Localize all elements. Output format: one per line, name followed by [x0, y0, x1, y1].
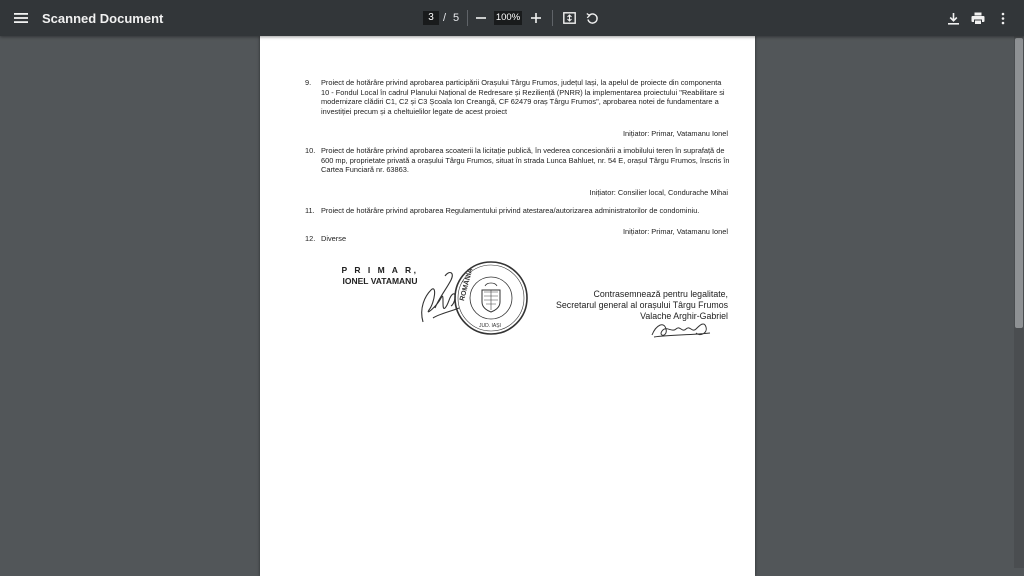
toolbar-divider	[552, 10, 553, 26]
rotate-icon	[586, 12, 599, 25]
printer-icon	[971, 12, 985, 25]
item-text: Diverse	[321, 234, 347, 243]
stamp-bottom-text: JUD. IAȘI	[479, 323, 501, 329]
document-page	[260, 36, 755, 576]
countersign-line: Contrasemnează pentru legalitate,	[593, 289, 728, 299]
minus-icon	[476, 13, 486, 23]
item-number: 10.	[305, 146, 316, 155]
menu-icon[interactable]	[11, 8, 31, 28]
item-initiator: Inițiator: Primar, Vatamanu Ionel	[622, 227, 728, 236]
more-vertical-icon	[1001, 12, 1005, 25]
item-initiator: Inițiator: Consilier local, Condurache Mihai	[589, 188, 728, 197]
download-button[interactable]	[943, 8, 963, 28]
item-text: Proiect de hotărâre privind aprobarea scoaterii la licitație publică, în vederea concesionării a imobilului teren în suprafață de 600 mp, proprietate privată a orașului Târgu Frumos, situat în strada Lunca Bahluet, nr. 54 E, orașul Târgu Frumos, înscris în Cartea Funciară nr. 63863.	[321, 146, 730, 175]
fit-page-button[interactable]	[559, 8, 579, 28]
rotate-button[interactable]	[582, 8, 602, 28]
item-number: 12.	[305, 234, 316, 243]
mayor-title: P R I M A R,	[341, 265, 419, 275]
zoom-out-button[interactable]	[471, 8, 491, 28]
agenda-item	[305, 206, 730, 216]
secretary-title: Secretarul general al orașului Târgu Frumos	[556, 300, 728, 310]
agenda-item	[305, 234, 730, 244]
page-separator: /	[443, 12, 447, 24]
plus-icon	[531, 13, 541, 23]
page-number-input[interactable]: 3	[423, 11, 439, 25]
scrollbar-thumb[interactable]	[1015, 38, 1023, 328]
toolbar-divider	[467, 10, 468, 26]
official-stamp	[453, 260, 529, 336]
zoom-in-button[interactable]	[526, 8, 546, 28]
zoom-input[interactable]: 100%	[495, 12, 521, 23]
page-total: 5	[453, 12, 460, 24]
item-initiator: Inițiator: Primar, Vatamanu Ionel	[622, 129, 728, 138]
stamp-top-text: ROMÂNIA	[459, 267, 475, 302]
print-button[interactable]	[968, 8, 988, 28]
secretary-name: Valache Arghir-Gabriel	[640, 311, 728, 321]
item-text: Proiect de hotărâre privind aprobarea participării Orașului Târgu Frumos, județul Iași, la apelul de proiecte din componenta 10 - Fondul Local în cadrul Planului Național de Redresare și Reziliență (PNRR) la implementarea proiectului "Reabilitare si modernizare clădiri C1, C2 și C3 Școala Ion Creangă, CF 62479 oraș Târgu Frumos", aprobarea notei de fundamentare a investiției precum și a cheltuielilor legate de acest proiect	[321, 78, 725, 116]
item-text: Proiect de hotărâre privind aprobarea Regulamentului privind atestarea/autorizarea administratorilor de condominiu.	[321, 206, 700, 215]
item-number: 11.	[305, 206, 315, 215]
secretary-signature	[650, 313, 714, 341]
agenda-item	[305, 78, 730, 116]
document-title: Scanned Document	[42, 11, 164, 26]
download-icon	[947, 12, 960, 25]
fit-to-page-icon	[563, 12, 576, 24]
agenda-item	[305, 146, 730, 175]
mayor-signature-block	[335, 265, 425, 287]
item-number: 9.	[305, 78, 312, 87]
mayor-name: IONEL VATAMANU	[342, 276, 418, 286]
more-options-button[interactable]	[993, 8, 1013, 28]
pdf-toolbar	[0, 0, 1024, 36]
